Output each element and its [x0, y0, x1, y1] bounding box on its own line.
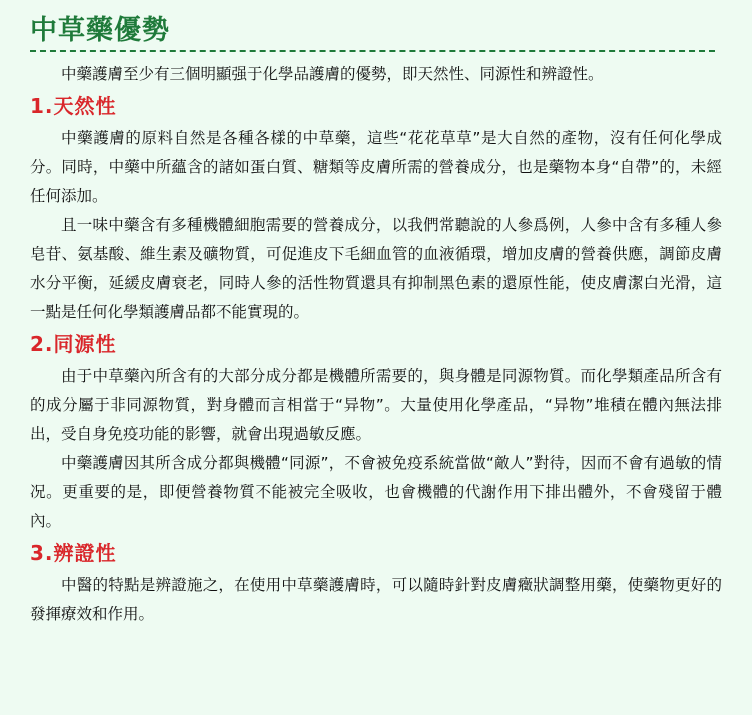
section-homology — [30, 328, 722, 536]
section-natural-paragraph-2: 且一味中藥含有多種機體細胞需要的營養成分，以我們常聽說的人參爲例，人參中含有多種人參皂苷、氨基酸、維生素及礦物質，可促進皮下毛細血管的血液循環，增加皮膚的營養供應，調節皮膚水分平衡，延緩皮膚衰老，同時人參的活性物質還具有抑制黑色素的還原性能，使皮膚潔白光滑，這一點是任何化學類護膚品都不能實現的。 — [30, 216, 722, 321]
section-syndrome — [30, 537, 722, 629]
section-homology-paragraph-2: 中藥護膚因其所含成分都與機體“同源”，不會被免疫系統當做“敵人”對待，因而不會有過敏的情况。更重要的是，即便營養物質不能被完全吸收，也會機體的代謝作用下排出體外，不會殘留于體內。 — [30, 454, 722, 530]
section-syndrome-paragraph-1: 中醫的特點是辨證施之，在使用中草藥護膚時，可以隨時針對皮膚癥狀調整用藥，使藥物更好的發揮療效和作用。 — [30, 576, 722, 623]
section-heading-syndrome: 3.辨證性 — [30, 541, 117, 565]
section-homology-paragraph-1: 由于中草藥內所含有的大部分成分都是機體所需要的，與身體是同源物質。而化學類產品所含有的成分屬于非同源物質，對身體而言相當于“异物”。大量使用化學產品，“异物”堆積在體內無法排出，受自身免疫功能的影響，就會出現過敏反應。 — [30, 367, 722, 443]
section-natural — [30, 90, 722, 327]
section-heading-natural: 1.天然性 — [30, 94, 117, 118]
title-divider — [30, 50, 715, 52]
section-natural-paragraph-1: 中藥護膚的原料自然是各種各樣的中草藥，這些“花花草草”是大自然的產物，沒有任何化學成分。同時，中藥中所蘊含的諸如蛋白質、糖類等皮膚所需的營養成分，也是藥物本身“自帶”的，未經任何添加。 — [30, 129, 722, 205]
section-heading-homology: 2.同源性 — [30, 332, 117, 356]
intro-paragraph: 中藥護膚至少有三個明顯强于化學品護膚的優勢，即天然性、同源性和辨證性。 — [61, 65, 604, 83]
page-title: 中草藥優勢 — [30, 15, 170, 46]
